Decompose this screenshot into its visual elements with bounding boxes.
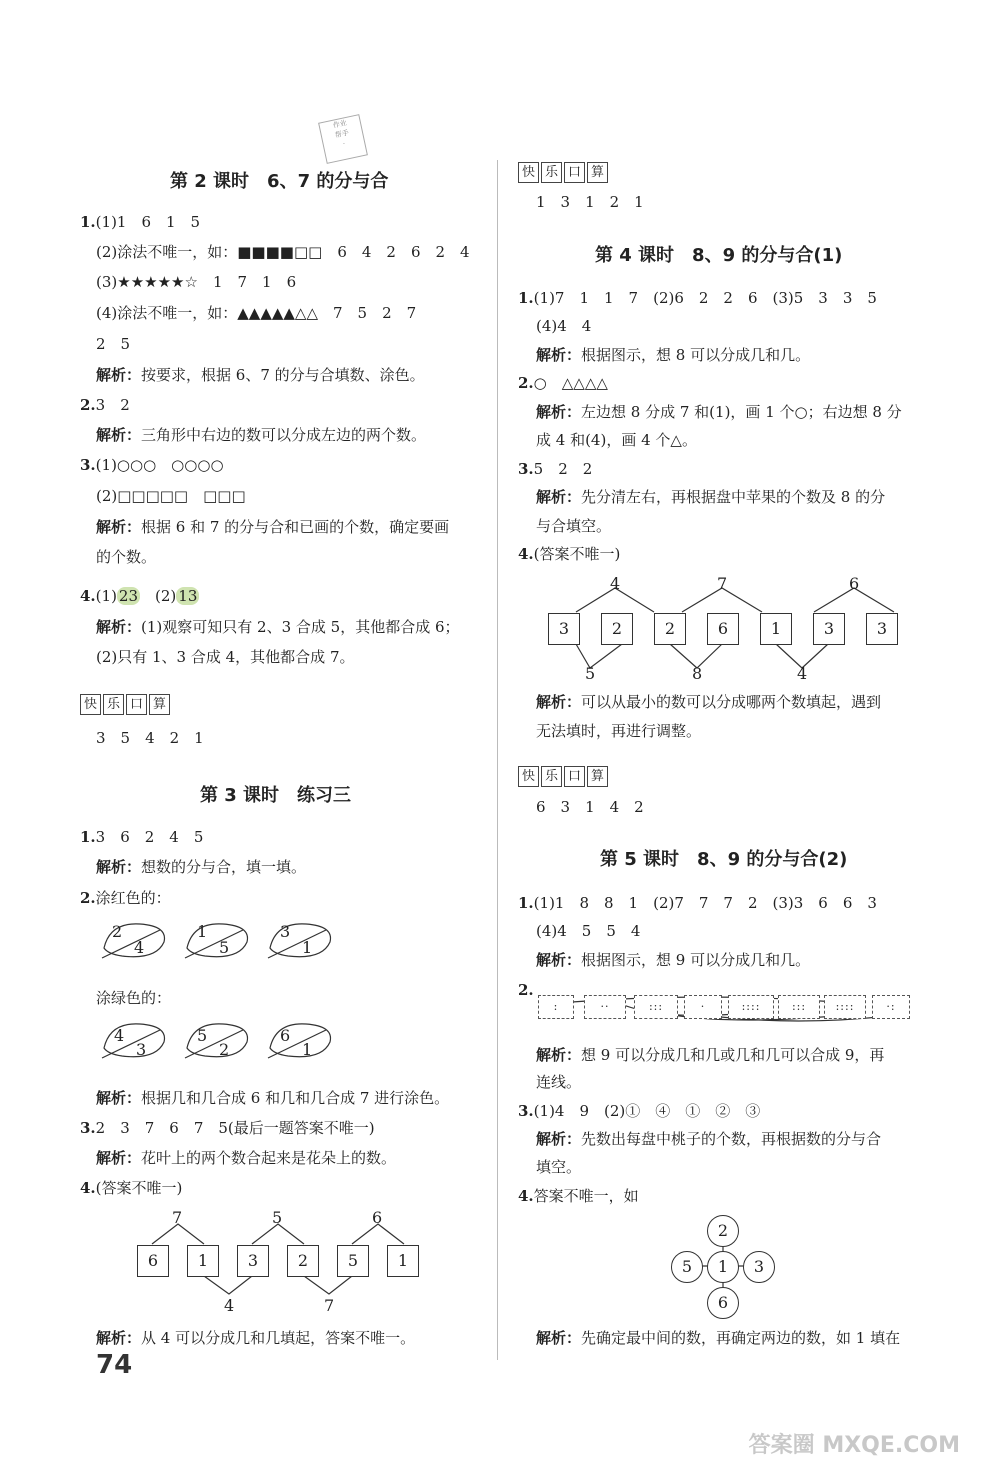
answer: (4)4 5 5 4 bbox=[536, 922, 641, 940]
leaf-num: 5 bbox=[219, 938, 230, 957]
diagram-box: 5 bbox=[337, 1245, 369, 1277]
q-num: 1. bbox=[80, 828, 96, 846]
stamp-logo: 作业 帮手 · bbox=[318, 114, 368, 164]
leaf-num: 1 bbox=[197, 922, 208, 941]
leaf-num: 3 bbox=[280, 922, 291, 941]
kl-answers: 3 5 4 2 1 bbox=[96, 729, 204, 747]
analysis-label: 解析： bbox=[536, 346, 582, 364]
diagram-box: 2 bbox=[601, 613, 633, 645]
analysis-text: 成 4 和(4)，画 4 个△。 bbox=[536, 431, 697, 449]
diagram-box: 2 bbox=[654, 613, 686, 645]
analysis-text: 三角形中右边的数可以分成左边的两个数。 bbox=[141, 426, 427, 444]
analysis-label: 解析： bbox=[536, 951, 582, 969]
kl-char: 算 bbox=[149, 694, 170, 715]
q-num: 3. bbox=[80, 1119, 96, 1137]
diagram-box: 3 bbox=[237, 1245, 269, 1277]
q-num: 1. bbox=[518, 289, 534, 307]
answer: 答案不唯一，如 bbox=[533, 1187, 639, 1205]
kl-char: 快 bbox=[518, 766, 539, 787]
q-num: 2. bbox=[80, 396, 96, 414]
kl-char: 算 bbox=[587, 766, 608, 787]
analysis-text: (2)只有 1、3 合成 4，其他都合成 7。 bbox=[96, 648, 355, 666]
analysis-text: 根据图示，想 8 可以分成几和几。 bbox=[581, 346, 811, 364]
leaf bbox=[100, 1018, 170, 1062]
circle-left: 5 bbox=[671, 1251, 703, 1283]
diagram-box: 6 bbox=[137, 1245, 169, 1277]
diagram-bottom-num: 4 bbox=[797, 664, 808, 683]
kl-char: 口 bbox=[564, 766, 585, 787]
analysis-label: 解析： bbox=[536, 488, 582, 506]
analysis-text: 可以从最小的数可以分成哪两个数填起，遇到 bbox=[581, 693, 882, 711]
lesson3-title: 第 3 课时 练习三 bbox=[200, 785, 352, 806]
q-num: 3. bbox=[518, 460, 534, 478]
answer: (4)4 4 bbox=[536, 317, 592, 335]
diagram-top-num: 5 bbox=[272, 1208, 283, 1227]
analysis-label: 解析： bbox=[96, 366, 142, 384]
analysis-text: 先数出每盘中桃子的个数，再根据数的分与合 bbox=[581, 1130, 882, 1148]
page-number: 74 bbox=[96, 1350, 133, 1380]
analysis-text: 的个数。 bbox=[96, 548, 157, 566]
analysis-label: 解析： bbox=[536, 403, 582, 421]
kl-char: 快 bbox=[518, 162, 539, 183]
answer: 2 3 7 6 7 5(最后一题答案不唯一) bbox=[95, 1119, 375, 1137]
answer: 3 2 bbox=[95, 396, 130, 414]
dot-box: ·: bbox=[872, 995, 910, 1019]
analysis-text: 连线。 bbox=[536, 1073, 582, 1091]
answer: (答案不唯一) bbox=[533, 545, 621, 563]
dot-box: ::: bbox=[634, 995, 678, 1019]
analysis-text: 想 9 可以分成几和几或几和几可以合成 9，再 bbox=[581, 1046, 885, 1064]
leaf bbox=[183, 1018, 253, 1062]
answer: 3 6 2 4 5 bbox=[95, 828, 204, 846]
analysis-label: 解析： bbox=[536, 1329, 582, 1347]
diagram-box: 1 bbox=[387, 1245, 419, 1277]
q-num: 4. bbox=[80, 1179, 96, 1197]
answer-text: (2)涂法不唯一，如： bbox=[96, 243, 238, 261]
answer-cont: 2 5 bbox=[96, 335, 131, 353]
analysis-label: 解析： bbox=[96, 518, 142, 536]
diagram-box: 1 bbox=[760, 613, 792, 645]
kuaile-kousuan-label bbox=[80, 694, 170, 715]
q-num: 4. bbox=[80, 587, 96, 605]
analysis-text: 填空。 bbox=[536, 1158, 582, 1176]
analysis-text: 花叶上的两个数合起来是花朵上的数。 bbox=[141, 1149, 397, 1167]
answer-nums: 6 4 2 6 2 4 bbox=[337, 243, 470, 261]
lesson4-title: 第 4 课时 8、9 的分与合(1) bbox=[595, 245, 843, 266]
analysis-text: 按要求，根据 6、7 的分与合填数、涂色。 bbox=[141, 366, 425, 384]
apple-answer: 23 bbox=[118, 587, 139, 605]
diagram-box: 3 bbox=[813, 613, 845, 645]
leaf-num: 3 bbox=[136, 1040, 147, 1059]
answer: 5 2 2 bbox=[533, 460, 593, 478]
leaf-num: 4 bbox=[114, 1026, 125, 1045]
dot-box: :::: bbox=[824, 995, 866, 1019]
circle-right: 3 bbox=[743, 1251, 775, 1283]
lesson5-title: 第 5 课时 8、9 的分与合(2) bbox=[600, 849, 848, 870]
shapes: ■■■■□□ bbox=[237, 243, 323, 261]
kl-char: 口 bbox=[126, 694, 147, 715]
leaf-num: 1 bbox=[302, 938, 313, 957]
kl-char: 乐 bbox=[541, 766, 562, 787]
q-num: 4. bbox=[518, 1187, 534, 1205]
column-divider bbox=[497, 160, 498, 1360]
kl-char: 快 bbox=[80, 694, 101, 715]
answer-text: (4)涂法不唯一，如： bbox=[96, 304, 238, 322]
q-num: 3. bbox=[518, 1102, 534, 1120]
kl-char: 口 bbox=[564, 162, 585, 183]
diagram-box: 6 bbox=[707, 613, 739, 645]
analysis-text: 先确定最中间的数，再确定两边的数，如 1 填在 bbox=[581, 1329, 901, 1347]
diagram-bottom-num: 8 bbox=[692, 664, 703, 683]
diagram-bottom-num: 4 bbox=[224, 1296, 235, 1315]
diagram-top-num: 6 bbox=[849, 574, 860, 593]
diagram-box: 1 bbox=[187, 1245, 219, 1277]
dot-box: :::: bbox=[728, 995, 774, 1019]
circle-top: 2 bbox=[707, 1215, 739, 1247]
kuaile-kousuan-label bbox=[518, 766, 608, 787]
leaf-num: 2 bbox=[112, 922, 123, 941]
answer: (答案不唯一) bbox=[95, 1179, 183, 1197]
answer: (1) bbox=[95, 587, 117, 605]
leaf bbox=[266, 1018, 336, 1062]
circle-center: 1 bbox=[707, 1251, 739, 1283]
kl-char: 乐 bbox=[541, 162, 562, 183]
q-num: 2. bbox=[518, 981, 534, 999]
q-num: 4. bbox=[518, 545, 534, 563]
analysis-text: (1)观察可知只有 2、3 合成 5，其他都合成 6； bbox=[141, 618, 460, 636]
analysis-text: 想数的分与合，填一填。 bbox=[141, 858, 307, 876]
diagram-top-num: 6 bbox=[372, 1208, 383, 1227]
analysis-text: 根据图示，想 9 可以分成几和几。 bbox=[581, 951, 811, 969]
answer-nums: 1 7 1 6 bbox=[212, 273, 297, 291]
kl-answers: 6 3 1 4 2 bbox=[536, 798, 644, 816]
answer: 涂绿色的： bbox=[96, 989, 172, 1007]
analysis-text: 从 4 可以分成几和几填起，答案不唯一。 bbox=[141, 1329, 416, 1347]
leaf-num: 5 bbox=[197, 1026, 208, 1045]
q-num: 2. bbox=[518, 374, 534, 392]
q-num: 2. bbox=[80, 889, 96, 907]
analysis-label: 解析： bbox=[96, 858, 142, 876]
leaf-num: 2 bbox=[219, 1040, 230, 1059]
analysis-text: 与合填空。 bbox=[536, 517, 612, 535]
analysis-label: 解析： bbox=[96, 1149, 142, 1167]
answer: ○ △△△△ bbox=[533, 374, 608, 392]
leaf-num: 1 bbox=[302, 1040, 313, 1059]
answer: 涂红色的： bbox=[95, 889, 171, 907]
q-num: 1. bbox=[518, 894, 534, 912]
leaf-num: 6 bbox=[280, 1026, 291, 1045]
triangle-shapes: ▲▲▲▲▲△△ bbox=[237, 304, 318, 322]
circle-bottom: 6 bbox=[707, 1287, 739, 1319]
diagram-bottom-num: 5 bbox=[585, 664, 596, 683]
analysis-text: 根据几和几合成 6 和几和几合成 7 进行涂色。 bbox=[141, 1089, 450, 1107]
kl-answers: 1 3 1 2 1 bbox=[536, 193, 644, 211]
analysis-label: 解析： bbox=[96, 618, 142, 636]
diagram-top-num: 7 bbox=[717, 574, 728, 593]
q-num: 1. bbox=[80, 213, 96, 231]
dot-box: · bbox=[684, 995, 722, 1019]
kuaile-kousuan-label bbox=[518, 162, 608, 183]
analysis-label: 解析： bbox=[536, 693, 582, 711]
analysis-label: 解析： bbox=[96, 426, 142, 444]
analysis-text: 无法填时，再进行调整。 bbox=[536, 722, 702, 740]
leaf bbox=[183, 918, 253, 962]
answer: (1)4 9 (2)① ④ ① ② ③ bbox=[533, 1102, 761, 1120]
kl-char: 乐 bbox=[103, 694, 124, 715]
q-num: 3. bbox=[80, 456, 96, 474]
diagram-box: 2 bbox=[287, 1245, 319, 1277]
apple-answer: 13 bbox=[178, 587, 198, 605]
diagram-top-num: 4 bbox=[610, 574, 621, 593]
analysis-label: 解析： bbox=[536, 1130, 582, 1148]
lesson2-title: 第 2 课时 6、7 的分与合 bbox=[170, 171, 389, 192]
watermark: 答案圈 MXQE.COM bbox=[748, 1433, 960, 1458]
analysis-label: 解析： bbox=[96, 1089, 142, 1107]
answer: (1)1 8 8 1 (2)7 7 7 2 (3)3 6 6 3 bbox=[533, 894, 877, 912]
answer-nums: 7 5 2 7 bbox=[333, 304, 417, 322]
leaf bbox=[100, 918, 170, 962]
kl-char: 算 bbox=[587, 162, 608, 183]
analysis-text: 左边想 8 分成 7 和(1)，画 1 个○；右边想 8 分 bbox=[581, 403, 902, 421]
answer: (1)○○○ ○○○○ bbox=[95, 456, 224, 474]
answer: (1)1 6 1 5 bbox=[95, 213, 201, 231]
analysis-text: 先分清左右，再根据盘中苹果的个数及 8 的分 bbox=[581, 488, 886, 506]
leaf-num: 4 bbox=[134, 938, 145, 957]
diagram-bottom-num: 7 bbox=[324, 1296, 335, 1315]
diagram-box: 3 bbox=[548, 613, 580, 645]
leaf bbox=[266, 918, 336, 962]
dot-box: ::: bbox=[778, 995, 820, 1019]
dot-box: ·· bbox=[584, 995, 626, 1019]
star-shapes: (3)★★★★★☆ bbox=[96, 273, 198, 291]
answer: (2)□□□□□ □□□ bbox=[96, 487, 246, 505]
answer: (2) bbox=[155, 587, 177, 605]
dot-box: : bbox=[538, 995, 574, 1019]
analysis-label: 解析： bbox=[536, 1046, 582, 1064]
analysis-label: 解析： bbox=[96, 1329, 142, 1347]
analysis-text: 根据 6 和 7 的分与合和已画的个数，确定要画 bbox=[141, 518, 450, 536]
diagram-box: 3 bbox=[866, 613, 898, 645]
answer: (1)7 1 1 7 (2)6 2 2 6 (3)5 3 3 5 bbox=[533, 289, 877, 307]
diagram-top-num: 7 bbox=[172, 1208, 183, 1227]
